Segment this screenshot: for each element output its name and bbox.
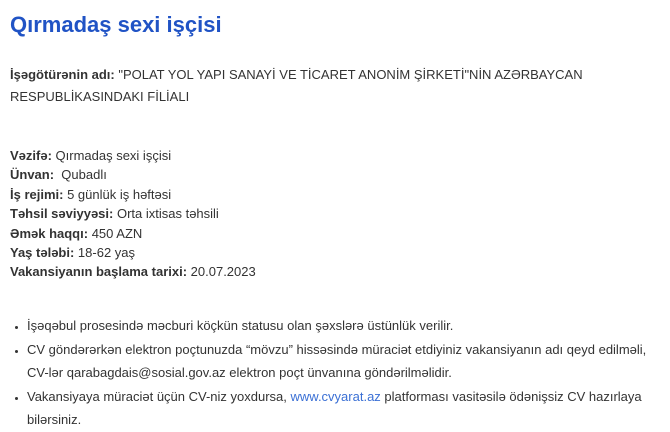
detail-value-address: Qubadlı [54,167,107,183]
detail-row-age-requirement [10,243,658,262]
detail-label-address: Ünvan: [10,167,55,183]
detail-row-work-schedule [10,185,658,204]
detail-value-age-requirement: 18-62 yaş [74,245,136,261]
page-title: Qırmadaş sexi işçisi [10,12,222,37]
detail-value-work-schedule: 5 günlük iş həftəsi [63,186,172,202]
details-block [10,146,658,282]
notes-list [10,314,650,431]
vacancy-page [0,12,670,431]
note-text-before-link: Vakansiyaya müraciət üçün CV-niz yoxdursa, [27,388,291,404]
detail-value-education-level: Orta ixtisas təhsili [113,206,219,222]
note-text: İşəqəbul prosesində məcburi köçkün statusu olan şəxslərə üstünlük verilir. [27,317,454,333]
detail-row-education-level [10,204,658,223]
detail-label-salary: Əmək haqqı: [10,225,89,241]
cvyarat-link[interactable]: www.cvyarat.az [290,388,381,404]
employer-value: "POLAT YOL YAPI SANAYİ VE TİCARET ANONİM ŞİRKETİ"NİN AZƏRBAYCAN RESPUBLİKASINDAKI FİLİALI [10,67,587,104]
detail-value-salary: 450 AZN [88,225,143,241]
note-item-cv-email [27,338,650,384]
note-text: CV göndərərkən elektron poçtunuzda “mövzu” hissəsində müraciət etdiyiniz vakansiyanın adı qeyd edilməli, CV-lər qarabagdais@sosial.gov.az elektron poçt ünvanına göndərilməlidir. [27,341,647,380]
detail-label-position: Vəzifə: [10,148,52,163]
note-text-after-link: platforması vasitəsilə ödənişsiz CV hazırlaya bilərsiniz. [27,388,642,427]
detail-label-work-schedule: İş rejimi: [10,186,64,202]
detail-row-salary [10,224,658,243]
detail-value-start-date: 20.07.2023 [187,264,256,280]
employer-line [10,64,635,108]
note-item-cv-create [27,385,650,431]
detail-row-address [10,165,658,184]
detail-label-start-date: Vakansiyanın başlama tarixi: [10,264,188,280]
detail-label-education-level: Təhsil səviyyəsi: [10,206,114,222]
detail-row-start-date [10,262,658,281]
detail-value-position: Qırmadaş sexi işçisi [51,148,172,163]
note-item-idp-priority [27,314,650,337]
detail-label-age-requirement: Yaş tələbi: [10,245,75,261]
detail-row-position [10,146,658,165]
employer-label: İşəgötürənin adı: [10,67,115,82]
